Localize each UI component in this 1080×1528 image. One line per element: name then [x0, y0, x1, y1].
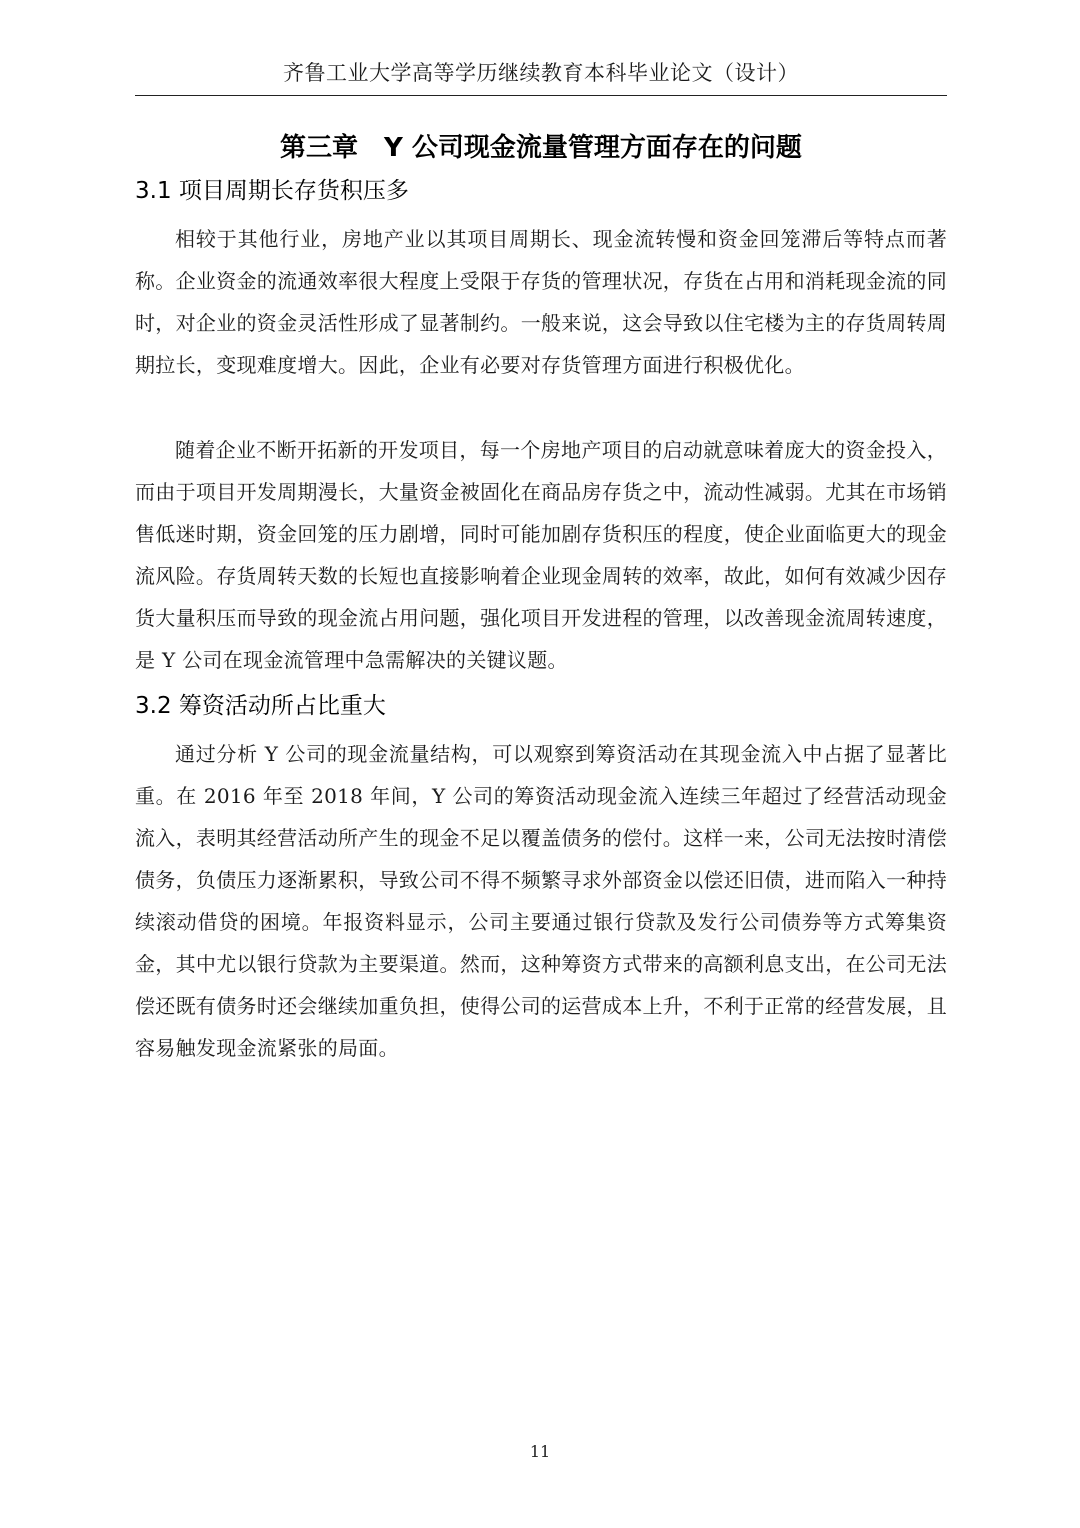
chapter-title: 第三章 Y 公司现金流量管理方面存在的问题 [280, 133, 802, 163]
section-3-2-paragraph-1: 通过分析 Y 公司的现金流量结构，可以观察到筹资活动在其现金流入中占据了显著比重。在 2016 年至 2018 年间，Y 公司的筹资活动现金流入连续三年超过了经营活动现金流入，表明其经营活动所产生的现金不足以覆盖债务的偿付。这样一来，公司无法按时清偿债务，负债压力逐渐累积，导致公司不得不频繁寻求外部资金以偿还旧债，进而陷入一种持续滚动借贷的困境。年报资料显示，公司主要通过银行贷款及发行公司债券等方式筹集资金，其中尤以银行贷款为主要渠道。然而，这种筹资方式带来的高额利息支出，在公司无法偿还既有债务时还会继续加重负担，使得公司的运营成本上升，不利于正常的经营发展，且容易触发现金流紧张的局面。 [135, 742, 947, 1060]
running-header: 齐鲁工业大学高等学历继续教育本科毕业论文（设计） [283, 61, 799, 85]
section-3-1-paragraph-1: 相较于其他行业，房地产业以其项目周期长、现金流转慢和资金回笼滞后等特点而著称。企业资金的流通效率很大程度上受限于存货的管理状况，存货在占用和消耗现金流的同时，对企业的资金灵活性形成了显著制约。一般来说，这会导致以住宅楼为主的存货周转周期拉长，变现难度增大。因此，企业有必要对存货管理方面进行积极优化。 [135, 227, 947, 377]
header-divider [135, 95, 947, 96]
page-number: 11 [529, 1442, 551, 1461]
section-heading-3-2: 3.2 筹资活动所占比重大 [135, 693, 386, 719]
section-heading-3-1: 3.1 项目周期长存货积压多 [135, 178, 409, 204]
section-3-1-paragraph-2: 随着企业不断开拓新的开发项目，每一个房地产项目的启动就意味着庞大的资金投入，而由于项目开发周期漫长，大量资金被固化在商品房存货之中，流动性减弱。尤其在市场销售低迷时期，资金回笼的压力剧增，同时可能加剧存货积压的程度，使企业面临更大的现金流风险。存货周转天数的长短也直接影响着企业现金周转的效率，故此，如何有效减少因存货大量积压而导致的现金流占用问题，强化项目开发进程的管理，以改善现金流周转速度，是 Y 公司在现金流管理中急需解决的关键议题。 [135, 438, 947, 672]
